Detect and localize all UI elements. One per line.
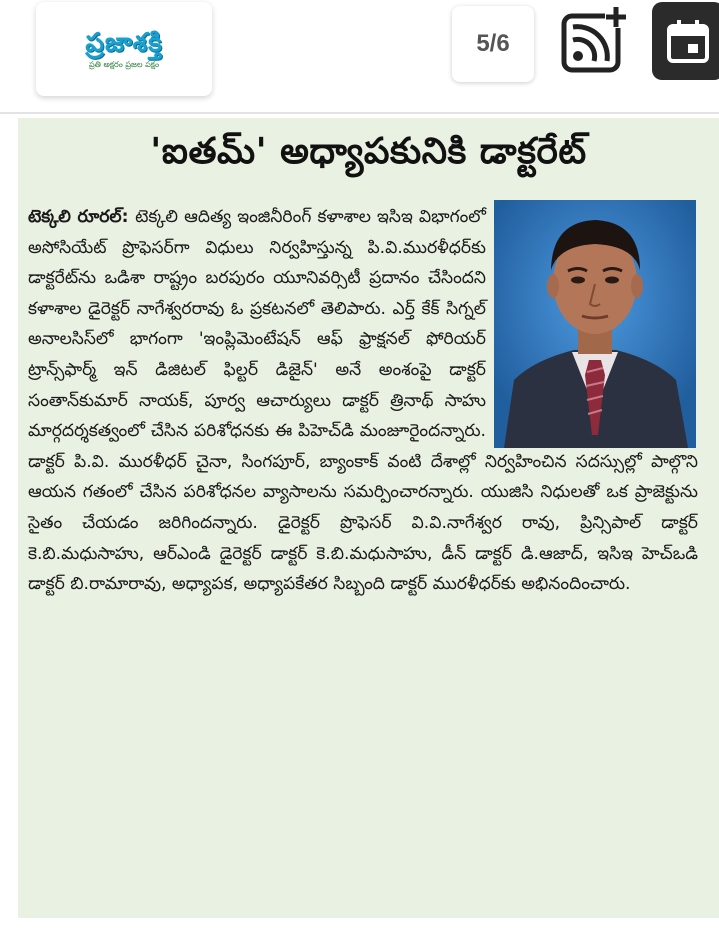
- rss-add-icon: [561, 4, 627, 74]
- article-dateline: టెక్కలి రూరల్:: [28, 207, 136, 227]
- calendar-button[interactable]: [652, 2, 719, 80]
- article-text: టెక్కలి ఆదిత్య ఇంజినీరింగ్ కళాశాల ఇసిఇ విభాగంలో అసోసియేట్ ప్రొఫెసర్‌గా విధులు నిర్వహిస్తున్న పి.వి.మురళీధర్‌కు డాక్టరేట్‌ను ఒడిశా రాష్ట్రం బరపురం యూనివర్సిటీ ప్రదానం చేసిందని కళాశాల డైరెక్టర్ నాగేశ్వరరావు ఓ ప్రకటనలో తెలిపారు. ఎర్త్ కేక్ సిగ్నల్ అనాలసిస్‌లో భాగంగా 'ఇంప్లిమెంటేషన్ ఆఫ్ ఫ్రాక్షనల్ ఫోరియర్ ట్రాన్స్‌ఫార్మ్ ఇన్ డిజిటల్ ఫిల్టర్ డిజైన్' అనే అంశంపై డాక్టర్ సంతాన్‌కుమార్ నాయక్, పూర్వ ఆచార్యులు డాక్టర్ త్రినాథ్ సాహు మార్గదర్శకత్వంలో చేసిన పరిశోధనకు ఈ పిహెచ్‌డి మంజూరైందన్నారు. డాక్టర్ పి.వి. మురళీధర్ చైనా, సింగపూర్, బ్యాంకాక్ వంటి దేశాల్లో నిర్వహించిన సదస్సుల్లో పాల్గొని ఆయన గతంలో చేసిన పరిశోధనల వ్యాసాలను సమర్పించారన్నారు. యుజిసి నిధులతో ఒక ప్రాజెక్టును సైతం చేయడం జరిగిందన్నారు. డైరెక్టర్ ప్రొఫెసర్ వి.వి.నాగేశ్వర రావు, ప్రిన్సిపాల్ డాక్టర్ కె.బి.మధుసాహు, ఆర్‌ఎండి డైరెక్టర్ డాక్టర్ కె.బి.మధుసాహు, డీన్ డాక్టర్ డి.ఆజాద్, ఇసిఇ హెచ్‌ఒడి డాక్టర్ బి.రామారావు, అధ్యాపక, అధ్యాపకేతర సిబ్బంది డాక్టర్ మురళీధర్‌కు అభినందించారు.: [28, 207, 698, 595]
- top-app-bar: [0, 0, 719, 112]
- news-clipping: [18, 118, 719, 918]
- calendar-icon: [666, 18, 710, 64]
- photo-space: [486, 202, 698, 446]
- subscribe-feed-button[interactable]: [560, 4, 628, 74]
- logo-tagline: ప్రతి అక్షరం ప్రజల పక్షం: [88, 60, 160, 69]
- article-body: [28, 202, 698, 600]
- article-headline: 'ఐతమ్' అధ్యాపకునికి డాక్టరేట్: [150, 131, 587, 172]
- newspaper-logo[interactable]: [36, 2, 212, 96]
- logo-title: ప్రజాశక్తి: [85, 28, 163, 58]
- page-indicator[interactable]: 5/6: [452, 6, 534, 82]
- header-divider: [0, 112, 719, 114]
